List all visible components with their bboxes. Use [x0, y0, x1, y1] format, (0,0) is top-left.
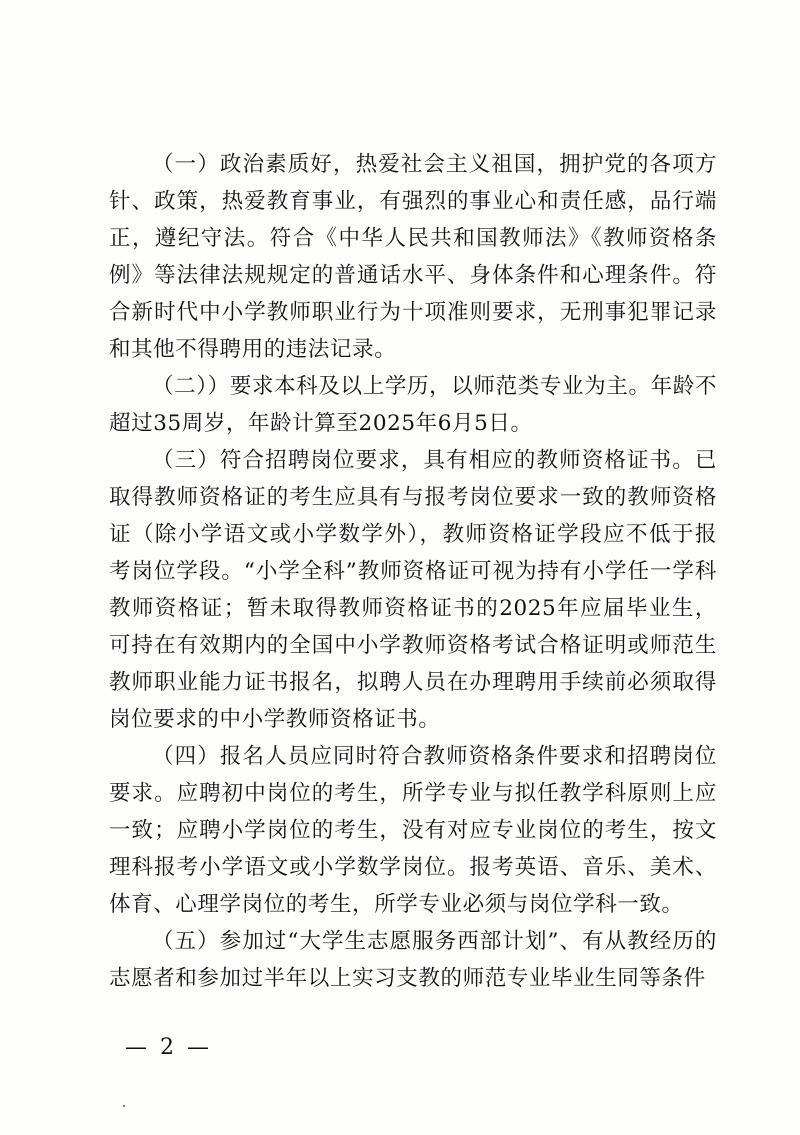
paragraph-5: （五）参加过“大学生志愿服务西部计划”、有从教经历的志愿者和参加过半年以上实习支教的师范专业毕业生同等条件 [109, 929, 717, 991]
scan-speck [123, 1105, 125, 1107]
page-number: — 2 — [125, 1035, 212, 1060]
paragraph-3: （三）符合招聘岗位要求，具有相应的教师资格证书。已取得教师资格证的考生应具有与报考岗位要求一致的教师资格证（除小学语文或小学数学外），教师资格证学段应不低于报考岗位学段。“小学全科”教师资格证可视为持有小学任一学科教师资格证；暂未取得教师资格证书的2025年应届毕业生，可持在有效期内的全国中小学教师资格考试合格证明或师范生教师职业能力证书报名，拟聘人员在办理聘用手续前必须取得岗位要求的中小学教师资格证书。 [109, 448, 717, 732]
document-body [109, 146, 717, 997]
paragraph-1: （一）政治素质好，热爱社会主义祖国，拥护党的各项方针、政策，热爱教育事业，有强烈的事业心和责任感，品行端正，遵纪守法。符合《中华人民共和国教师法》《教师资格条例》等法律法规规定的普通话水平、身体条件和心理条件。符合新时代中小学教师职业行为十项准则要求，无刑事犯罪记录和其他不得聘用的违法记录。 [109, 152, 717, 362]
paragraph-2: （二））要求本科及以上学历，以师范类专业为主。年龄不超过35周岁，年龄计算至2025年6月5日。 [109, 374, 717, 436]
paragraph-4: （四）报名人员应同时符合教师资格条件要求和招聘岗位要求。应聘初中岗位的考生，所学专业与拟任教学科原则上应一致；应聘小学岗位的考生，没有对应专业岗位的考生，按文理科报考小学语文或小学数学岗位。报考英语、音乐、美术、体育、心理学岗位的考生，所学专业必须与岗位学科一致。 [109, 744, 717, 917]
